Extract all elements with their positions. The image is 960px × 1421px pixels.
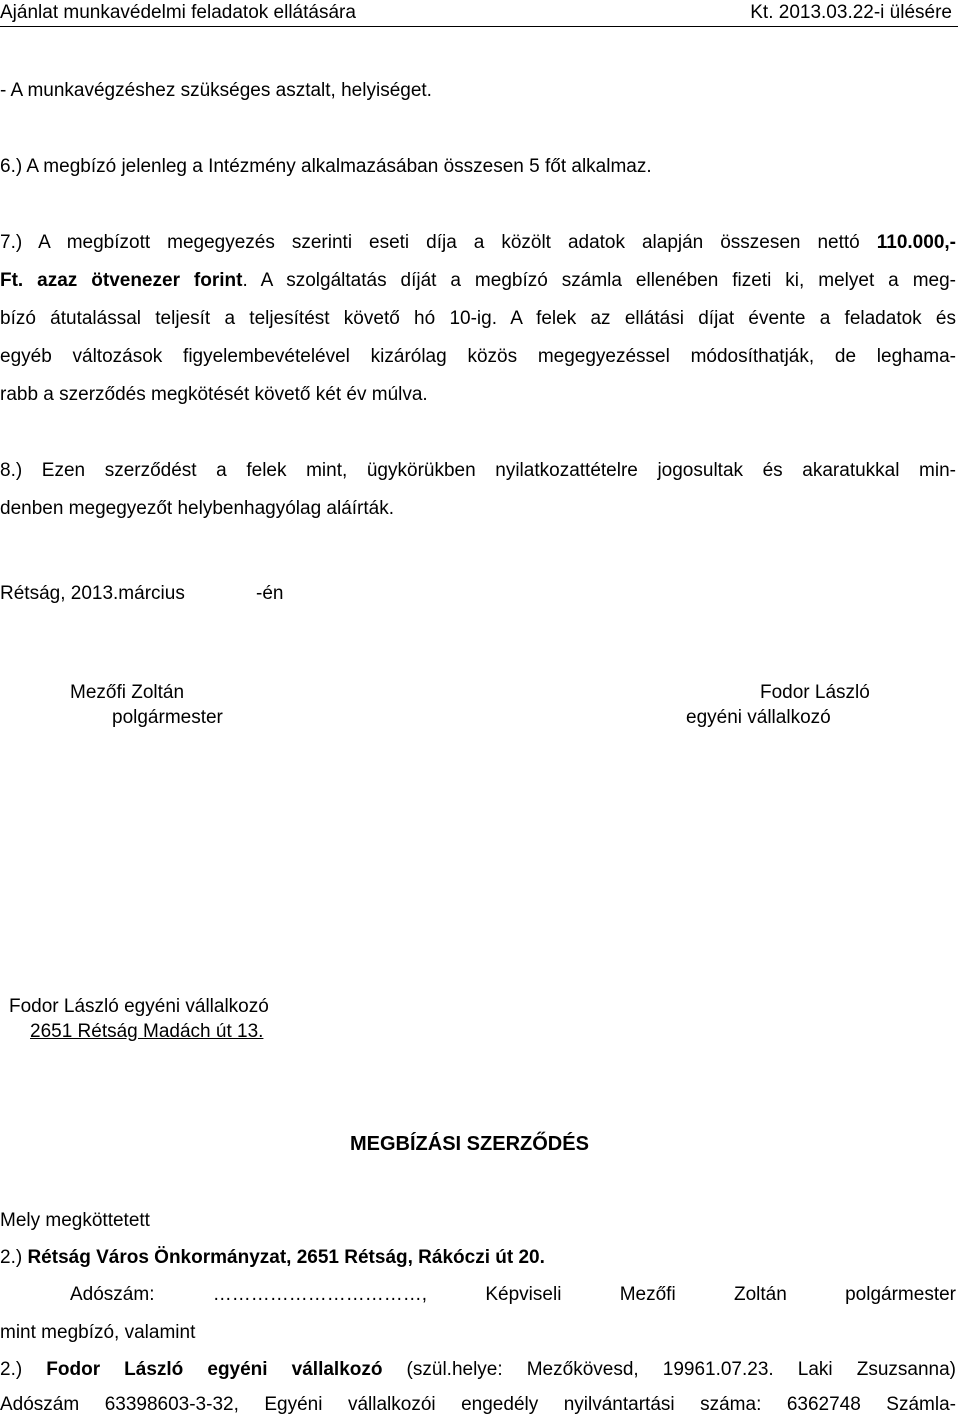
contractor-name: Fodor László egyéni vállalkozó xyxy=(9,996,269,1017)
header-divider xyxy=(0,26,958,27)
paragraph-7-line: Ft. azaz ötvenezer forint. A szolgáltatás díját a megbízó számla ellenében fizeti ki, melyet a meg- xyxy=(0,270,956,291)
party-1: 2.) Rétság Város Önkormányzat, 2651 Rétság, Rákóczi út 20. xyxy=(0,1247,545,1268)
signature-right-name: Fodor László xyxy=(760,682,870,703)
party-2-details: Adószám 63398603-3-32, Egyéni vállalkozói engedély nyilvántartási száma: 6362748 Számla- xyxy=(0,1394,956,1415)
party-1-tax: Adószám: ……………………………, Képviseli Mezőfi Zoltán polgármester xyxy=(70,1284,956,1305)
paragraph-7-line: egyéb változások figyelembevételével kizárólag közös megegyezéssel módosíthatják, de leghama- xyxy=(0,346,956,367)
paragraph-6: 6.) A megbízó jelenleg a Intézmény alkalmazásában összesen 5 főt alkalmaz. xyxy=(0,156,652,177)
signature-right-role: egyéni vállalkozó xyxy=(686,707,831,728)
list-item: - A munkavégzéshez szükséges asztalt, helyiséget. xyxy=(0,80,432,101)
contract-intro: Mely megköttetett xyxy=(0,1210,150,1231)
header-meeting-date: Kt. 2013.03.22-i ülésére xyxy=(750,2,952,23)
paragraph-7-line: 7.) A megbízott megegyezés szerinti eseti díja a közölt adatok alapján összesen nettó 110.000,- xyxy=(0,232,956,253)
signature-left-name: Mezőfi Zoltán xyxy=(70,682,185,703)
paragraph-7-line: bízó átutalással teljesít a teljesítést követő hó 10-ig. A felek az ellátási díjat évente a feladatok és xyxy=(0,308,956,329)
party-2: 2.) Fodor László egyéni vállalkozó (szül.helye: Mezőkövesd, 19961.07.23. Laki Zsuzsanna) xyxy=(0,1359,956,1380)
party-1-role: mint megbízó, valamint xyxy=(0,1322,196,1343)
paragraph-8-line: denben megegyezőt helybenhagyólag aláírták. xyxy=(0,498,395,519)
place-date: Rétság, 2013.március xyxy=(0,583,185,604)
paragraph-8-line: 8.) Ezen szerződést a felek mint, ügykörükben nyilatkozattételre jogosultak és akaratukkal min- xyxy=(0,460,956,481)
place-date-suffix: -én xyxy=(256,583,284,604)
paragraph-7-line: rabb a szerződés megkötését követő két év múlva. xyxy=(0,384,428,405)
signature-left-role: polgármester xyxy=(112,707,223,728)
header-title: Ajánlat munkavédelmi feladatok ellátására xyxy=(0,2,356,23)
contract-title: MEGBÍZÁSI SZERZŐDÉS xyxy=(350,1133,589,1155)
contractor-address: 2651 Rétság Madách út 13. xyxy=(30,1021,264,1042)
